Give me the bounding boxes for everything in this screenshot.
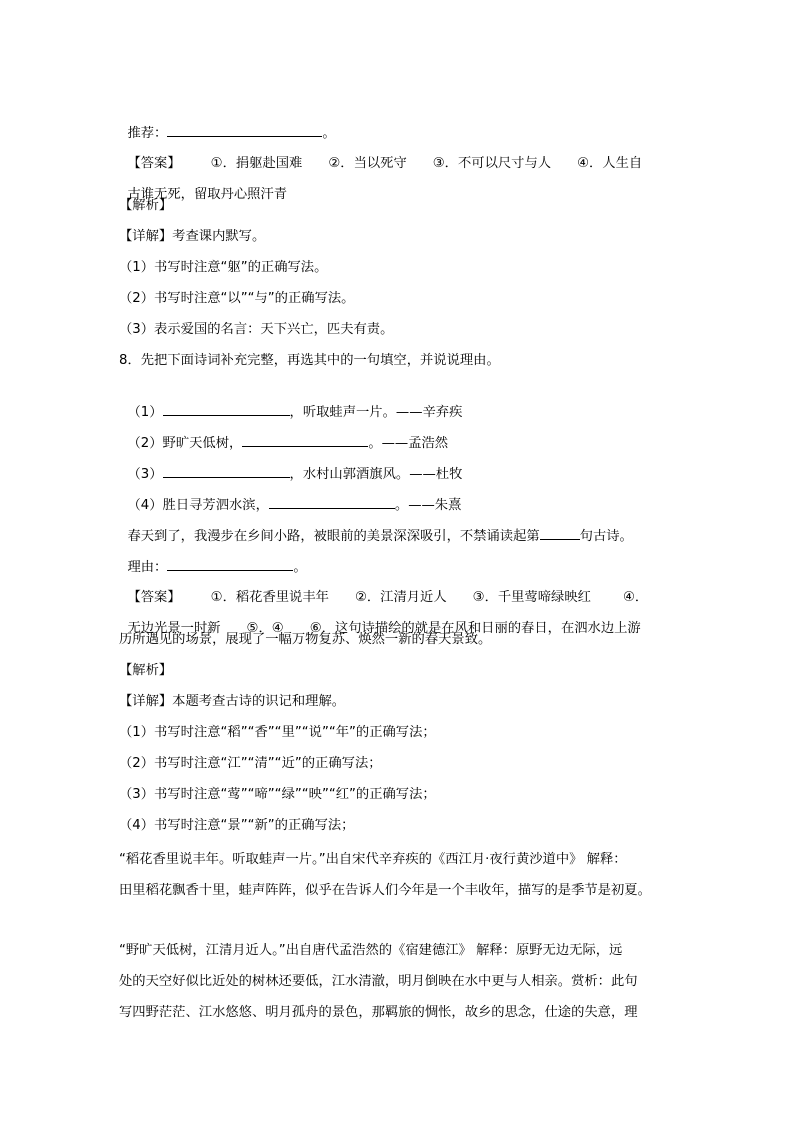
q8-line-1: （1） ，听取蛙声一片。——辛弃疾 — [119, 382, 462, 423]
recommend-line: 推荐： 。 — [119, 103, 336, 144]
q7-item-2: （2）书写时注意“以”“与”的正确写法。 — [119, 291, 355, 306]
q8-answer-cont-1: 无边光景一时新 ⑤．④ ⑥．这句诗描绘的就是在风和日丽的春日，在泗水边上游 — [127, 621, 641, 636]
q8-analysis-label: 【解析】 — [119, 663, 173, 678]
blank-line — [540, 526, 580, 540]
q8-item-2: （2）书写时注意“江”“清”“近”的正确写法； — [119, 756, 382, 771]
q8-item-4: （4）书写时注意“景”“新”的正确写法； — [119, 818, 355, 833]
q8-para2-line3: 写四野茫茫、江水悠悠、明月孤舟的景色，那羁旅的惆怅，故乡的思念，仕途的失意，理 — [119, 1005, 638, 1020]
q8-stem: 8．先把下面诗词补充完整，再选其中的一句填空，并说说理由。 — [119, 353, 500, 368]
q8-line-2: （2）野旷天低树， 。——孟浩然 — [119, 413, 448, 454]
q8-detail: 【详解】本题考查古诗的识记和理解。 — [119, 694, 346, 709]
q8-para1-line2: 田里稻花飘香十里，蛙声阵阵，似乎在告诉人们今年是一个丰收年，描写的是季节是初夏。 — [119, 883, 651, 898]
q7-item-3: （3）表示爱国的名言：天下兴亡，匹夫有责。 — [119, 322, 394, 337]
q8-item-3: （3）书写时注意“莺”“啼”“绿”“映”“红”的正确写法； — [119, 787, 436, 802]
q8-para2-line2: 处的天空好似比近处的树林还要低，江水清澈，明月倒映在水中更与人相亲。赏析：此句 — [119, 974, 638, 989]
q8-spring-line: 春天到了，我漫步在乡间小路，被眼前的美景深深吸引，不禁诵读起第 句古诗。 — [119, 506, 633, 547]
q8-answer-line: 【答案】 ①．稻花香里说丰年 ②．江清月近人 ③．千里莺啼绿映红 ④． — [127, 590, 649, 605]
q7-answer-cont: 古谁无死，留取丹心照汗青 — [127, 187, 288, 202]
q7-answer-line: 【答案】 ①．捐躯赴国难 ②．当以死守 ③．不可以尺寸与人 ④．人生自 — [127, 156, 643, 171]
q8-answer-cont-2: 历所遇见的场景，展现了一幅万物复苏、焕然一新的春天景致。 — [119, 632, 492, 647]
q8-line-3: （3） ，水村山郭酒旗风。——杜牧 — [119, 444, 462, 485]
q7-analysis-label: 【解析】 — [119, 198, 173, 213]
q8-reason-line: 理由： 。 — [119, 537, 307, 578]
q7-detail: 【详解】考查课内默写。 — [119, 229, 266, 244]
q7-item-1: （1）书写时注意“躯”的正确写法。 — [119, 260, 328, 275]
q8-item-1: （1）书写时注意“稻”“香”“里”“说”“年”的正确写法； — [119, 725, 436, 740]
q8-para2-line1: “野旷天低树，江清月近人。”出自唐代孟浩然的《宿建德江》 解释：原野无边无际，远 — [119, 943, 623, 958]
q8-line-4: （4）胜日寻芳泗水滨， 。——朱熹 — [119, 475, 461, 516]
q8-para1-line1: “稻花香里说丰年。听取蛙声一片。”出自宋代辛弃疾的《西江月·夜行黄沙道中》 解释： — [119, 852, 627, 867]
